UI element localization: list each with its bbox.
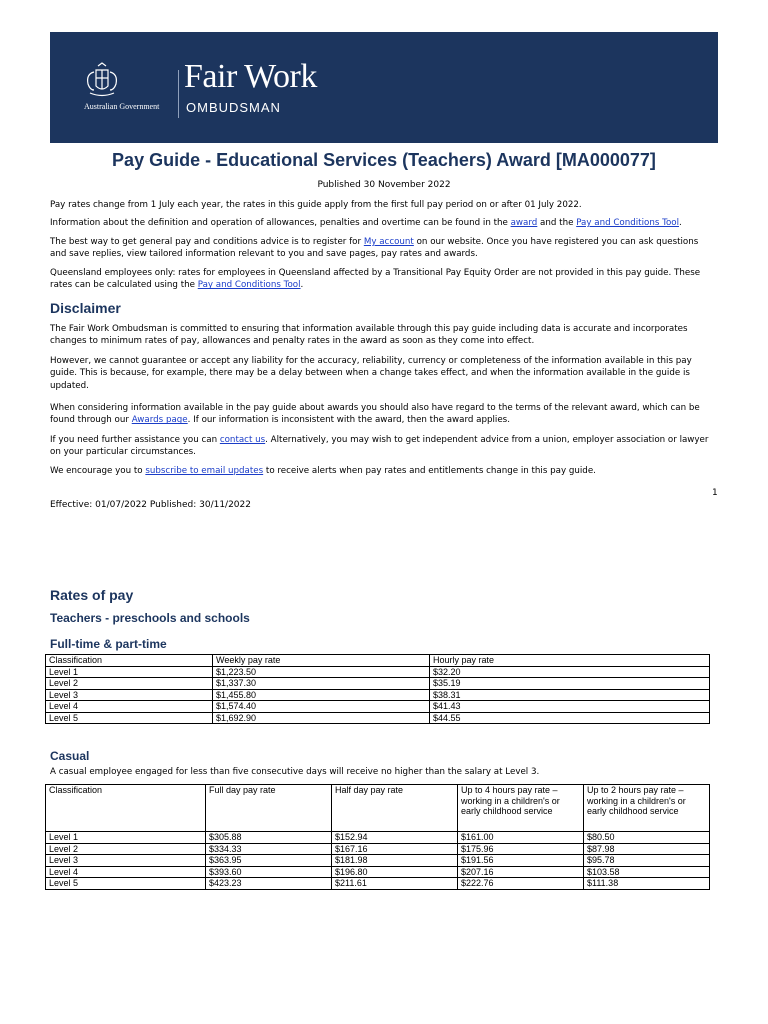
disclaimer-paragraph-3: When considering information available in the pay guide about awards you should also have regard to the terms of the relevant award, which can be found through our Awards page. If our information is inconsistent with the award, then the award applies. <box>50 403 700 426</box>
table-cell: $44.55 <box>430 712 710 724</box>
pay-conditions-tool-link[interactable]: Pay and Conditions Tool <box>576 218 679 228</box>
table-row <box>46 855 710 867</box>
table-cell: Level 4 <box>46 701 213 713</box>
table-cell: $363.95 <box>206 855 332 867</box>
table-cell: $222.76 <box>458 878 584 890</box>
intro-paragraph-1: Pay rates change from 1 July each year, the rates in this guide apply from the first full pay period on or after 01 July 2022. <box>50 200 582 210</box>
pay-conditions-tool-link-2[interactable]: Pay and Conditions Tool <box>197 280 301 291</box>
disclaimer-paragraph-5: We encourage you to subscribe to email updates to receive alerts when pay rates and entitlements change in this pay guide. <box>50 466 596 476</box>
column-header: Classification <box>46 655 213 667</box>
table-cell: Level 1 <box>46 666 213 678</box>
table-cell: $175.96 <box>458 843 584 855</box>
page-title: Pay Guide - Educational Services (Teachers) Award [MA000077] <box>112 150 656 170</box>
casual-heading: Casual <box>50 749 90 763</box>
table-cell: $35.19 <box>430 678 710 690</box>
subscribe-link[interactable]: subscribe to email updates <box>145 466 264 476</box>
table-cell: $87.98 <box>584 843 710 855</box>
table-cell: $111.38 <box>584 878 710 890</box>
table-cell: $41.43 <box>430 701 710 713</box>
table-row <box>46 666 710 678</box>
column-header: Half day pay rate <box>332 785 458 832</box>
table-cell: $196.80 <box>332 866 458 878</box>
published-date: Published 30 November 2022 <box>317 180 451 190</box>
table-cell: $152.94 <box>332 832 458 844</box>
table-header-row <box>46 785 710 832</box>
table-cell: $1,692.90 <box>213 712 430 724</box>
government-label: Australian Government <box>84 102 160 111</box>
effective-date: Effective: 01/07/2022 Published: 30/11/2022 <box>50 500 251 510</box>
table-cell: $1,574.40 <box>213 701 430 713</box>
table-row <box>46 866 710 878</box>
table-row <box>46 712 710 724</box>
fulltime-heading: Full-time & part-time <box>50 637 167 651</box>
table-row <box>46 689 710 701</box>
award-link[interactable]: award <box>510 218 538 228</box>
disclaimer-paragraph-4: If you need further assistance you can contact us. Alternatively, you may wish to get independent advice from a union, employer association or lawyer on your particular circumstances. <box>50 435 709 458</box>
table-cell: $1,337.30 <box>213 678 430 690</box>
table-cell: $32.20 <box>430 666 710 678</box>
table-cell: Level 1 <box>46 832 206 844</box>
table-row <box>46 678 710 690</box>
table-cell: $207.16 <box>458 866 584 878</box>
column-header: Up to 2 hours pay rate – working in a children's or early childhood service <box>584 785 710 832</box>
disclaimer-heading: Disclaimer <box>50 300 121 316</box>
column-header: Weekly pay rate <box>213 655 430 667</box>
table-header-row <box>46 655 710 667</box>
casual-note: A casual employee engaged for less than five consecutive days will receive no higher than the salary at Level 3. <box>50 767 540 777</box>
table-cell: $191.56 <box>458 855 584 867</box>
table-cell: $161.00 <box>458 832 584 844</box>
table-cell: $103.58 <box>584 866 710 878</box>
fulltime-rates-table <box>45 654 710 724</box>
table-cell: Level 5 <box>46 712 213 724</box>
table-cell: Level 2 <box>46 678 213 690</box>
my-account-link[interactable]: My account <box>363 237 414 247</box>
column-header: Full day pay rate <box>206 785 332 832</box>
table-cell: Level 4 <box>46 866 206 878</box>
table-cell: $181.98 <box>332 855 458 867</box>
table-cell: $334.33 <box>206 843 332 855</box>
table-cell: Level 3 <box>46 689 213 701</box>
table-cell: $305.88 <box>206 832 332 844</box>
logo-subtitle: OMBUDSMAN <box>186 100 281 115</box>
intro-paragraph-4: Queensland employees only: rates for employees in Queensland affected by a Transitional Pay Equity Order are not provided in this pay guide. These rates can be calculated using the Pay and Conditions Tool. <box>50 268 701 291</box>
column-header: Hourly pay rate <box>430 655 710 667</box>
table-cell: Level 3 <box>46 855 206 867</box>
coat-of-arms-icon <box>80 62 124 102</box>
table-row <box>46 843 710 855</box>
intro-paragraph-2: Information about the definition and operation of allowances, penalties and overtime can be found in the award and the Pay and Conditions Tool. <box>50 218 682 228</box>
column-header: Up to 4 hours pay rate – working in a children's or early childhood service <box>458 785 584 832</box>
table-cell: $1,223.50 <box>213 666 430 678</box>
logo-divider <box>178 70 179 118</box>
table-cell: Level 2 <box>46 843 206 855</box>
rates-subheading: Teachers - preschools and schools <box>50 611 250 625</box>
table-cell: $38.31 <box>430 689 710 701</box>
page-number: 1 <box>712 488 718 498</box>
table-cell: $95.78 <box>584 855 710 867</box>
table-cell: Level 5 <box>46 878 206 890</box>
table-cell: $80.50 <box>584 832 710 844</box>
table-row <box>46 878 710 890</box>
disclaimer-paragraph-2: However, we cannot guarantee or accept any liability for the accuracy, reliability, currency or completeness of the information available in this pay guide. This is because, for example, there may be a delay between when a change takes effect, and when the information available in the guide is updated. <box>50 356 692 391</box>
logo-title: Fair Work <box>184 58 317 95</box>
table-cell: $423.23 <box>206 878 332 890</box>
header-banner <box>50 32 718 143</box>
table-cell: $211.61 <box>332 878 458 890</box>
table-cell: $167.16 <box>332 843 458 855</box>
rates-heading: Rates of pay <box>50 587 134 603</box>
table-row <box>46 832 710 844</box>
awards-page-link[interactable]: Awards page <box>131 415 188 426</box>
contact-us-link[interactable]: contact us <box>219 435 266 445</box>
table-cell: $393.60 <box>206 866 332 878</box>
column-header: Classification <box>46 785 206 832</box>
table-cell: $1,455.80 <box>213 689 430 701</box>
disclaimer-paragraph-1: The Fair Work Ombudsman is committed to ensuring that information available through this pay guide including data is accurate and incorporates changes to minimum rates of pay, allowances and penalty rates in the award as soon as they come into effect. <box>50 324 688 347</box>
table-row <box>46 701 710 713</box>
casual-rates-table <box>45 784 710 890</box>
intro-paragraph-3: The best way to get general pay and conditions advice is to register for My account on our website. Once you have registered you can ask questions and save replies, view tailored information relevant to you and save pages, pay rates and awards. <box>50 237 699 260</box>
